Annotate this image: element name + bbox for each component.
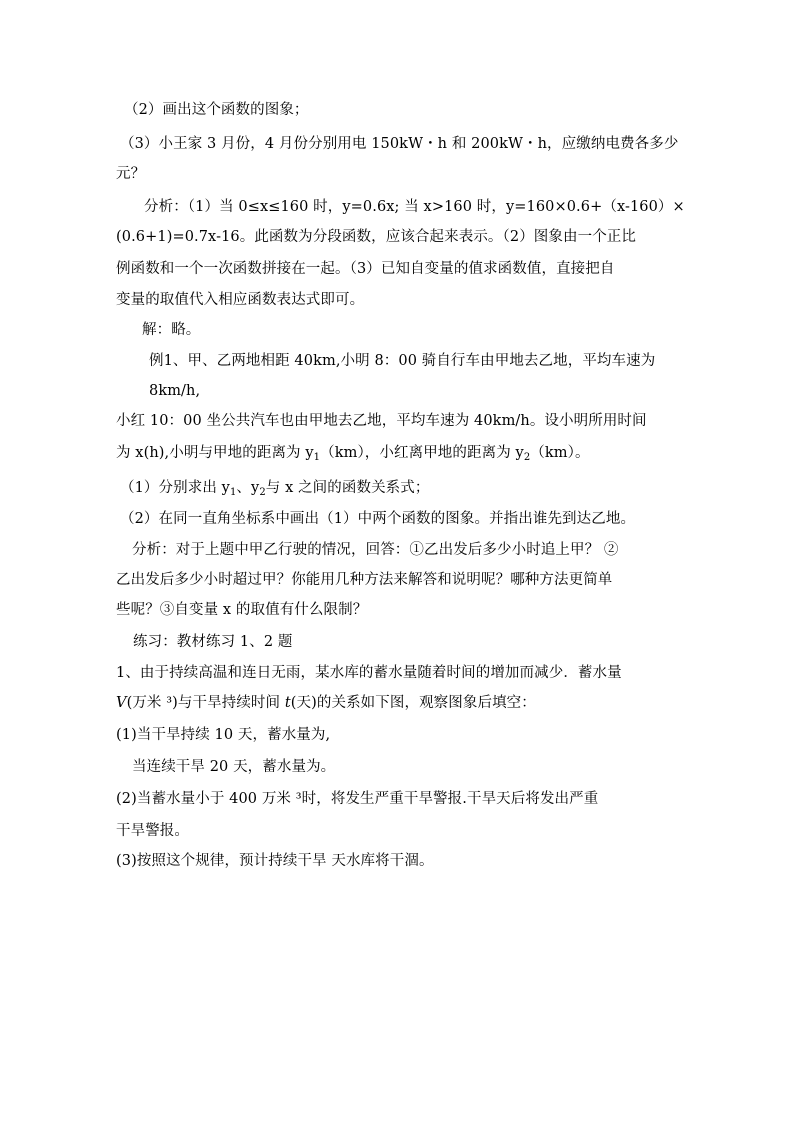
text-segment: 为 x(h),小明与甲地的距离为 y xyxy=(116,445,314,461)
example-1-question-2: （2）在同一直角坐标系中画出（1）中两个函数的图象。并指出谁先到达乙地。 xyxy=(120,511,636,527)
analysis-line-1: 分析：（1）当 0≤x≤160 时，y=0.6x; 当 x>160 时，y=160×0.6+（x-160）× xyxy=(144,199,685,215)
variable-v: V xyxy=(116,695,127,711)
exercise-1-part-2-cont: 干旱警报。 xyxy=(116,823,189,839)
text-segment: （1）分别求出 y xyxy=(120,480,230,496)
example-1-line-3: 小红 10：00 坐公共汽车也由甲地去乙地，平均车速为 40km/h。设小明所用时间 xyxy=(116,413,647,429)
analysis-line-4: 变量的取值代入相应函数表达式即可。 xyxy=(116,292,365,308)
text-segment: (天)的关系如下图，观察图象后填空： xyxy=(290,695,536,711)
text-segment: 与 x 之间的函数关系式； xyxy=(265,480,430,496)
variable-t: t xyxy=(284,695,291,711)
example-1-line-1: 例1、甲、乙两地相距 40km,小明 8：00 骑自行车由甲地去乙地，平均车速为 xyxy=(149,353,656,369)
practice-heading: 练习：教材练习 1、2 题 xyxy=(133,634,293,650)
text-segment: 、y xyxy=(236,480,260,496)
exercise-1-part-3: (3)按照这个规律，预计持续干旱 天水库将干涸。 xyxy=(116,853,434,869)
exercise-1-line-1: 1、由于持续高温和连日无雨，某水库的蓄水量随着时间的增加而减少．蓄水量 xyxy=(116,665,622,681)
question-3-continuation: 元？ xyxy=(116,166,146,182)
text-segment: (万米 ³)与干旱持续时间 xyxy=(126,695,285,711)
analysis-line-2: (0.6+1)=0.7x-16。此函数为分段函数，应该合起来表示。（2）图象由一个正比 xyxy=(116,229,637,245)
analysis-2-line-2: 乙出发后多少小时超过甲？你能用几种方法来解答和说明呢？哪种方法更简单 xyxy=(116,572,613,588)
subscript: 2 xyxy=(523,452,531,463)
subscript: 1 xyxy=(313,452,321,463)
analysis-line-3: 例函数和一个一次函数拼接在一起。（3）已知自变量的值求函数值，直接把自 xyxy=(116,261,615,277)
example-1-question-1 xyxy=(120,478,429,503)
text-segment: （km），小红离甲地的距离为 y xyxy=(320,445,524,461)
exercise-1-part-2: (2)当蓄水量小于 400 万米 ³时，将发生严重干旱警报.干旱天后将发出严重 xyxy=(116,791,599,807)
analysis-2-line-3: 些呢？③自变量 x 的取值有什么限制？ xyxy=(116,602,368,618)
question-3-electricity-usage: （3）小王家 3 月份，4 月份分别用电 150kW・h 和 200kW・h，应缴纳电费各多少 xyxy=(120,136,679,152)
exercise-1-part-1: (1)当干旱持续 10 天，蓄水量为, xyxy=(116,727,331,743)
question-2-draw-graph: （2）画出这个函数的图象； xyxy=(124,102,309,118)
exercise-1-line-2 xyxy=(116,693,536,713)
solution-omitted: 解：略。 xyxy=(142,322,201,338)
analysis-2-line-1: 分析：对于上题中甲乙行驶的情况，回答：①乙出发后多少小时追上甲？ ② xyxy=(132,542,619,558)
example-1-line-2: 8km/h, xyxy=(149,383,201,399)
subscript: 1 xyxy=(229,487,237,498)
subscript: 2 xyxy=(259,487,266,498)
text-segment: （km）。 xyxy=(530,445,590,461)
example-1-line-4 xyxy=(116,443,590,468)
exercise-1-part-1-cont: 当连续干旱 20 天，蓄水量为。 xyxy=(132,759,336,775)
